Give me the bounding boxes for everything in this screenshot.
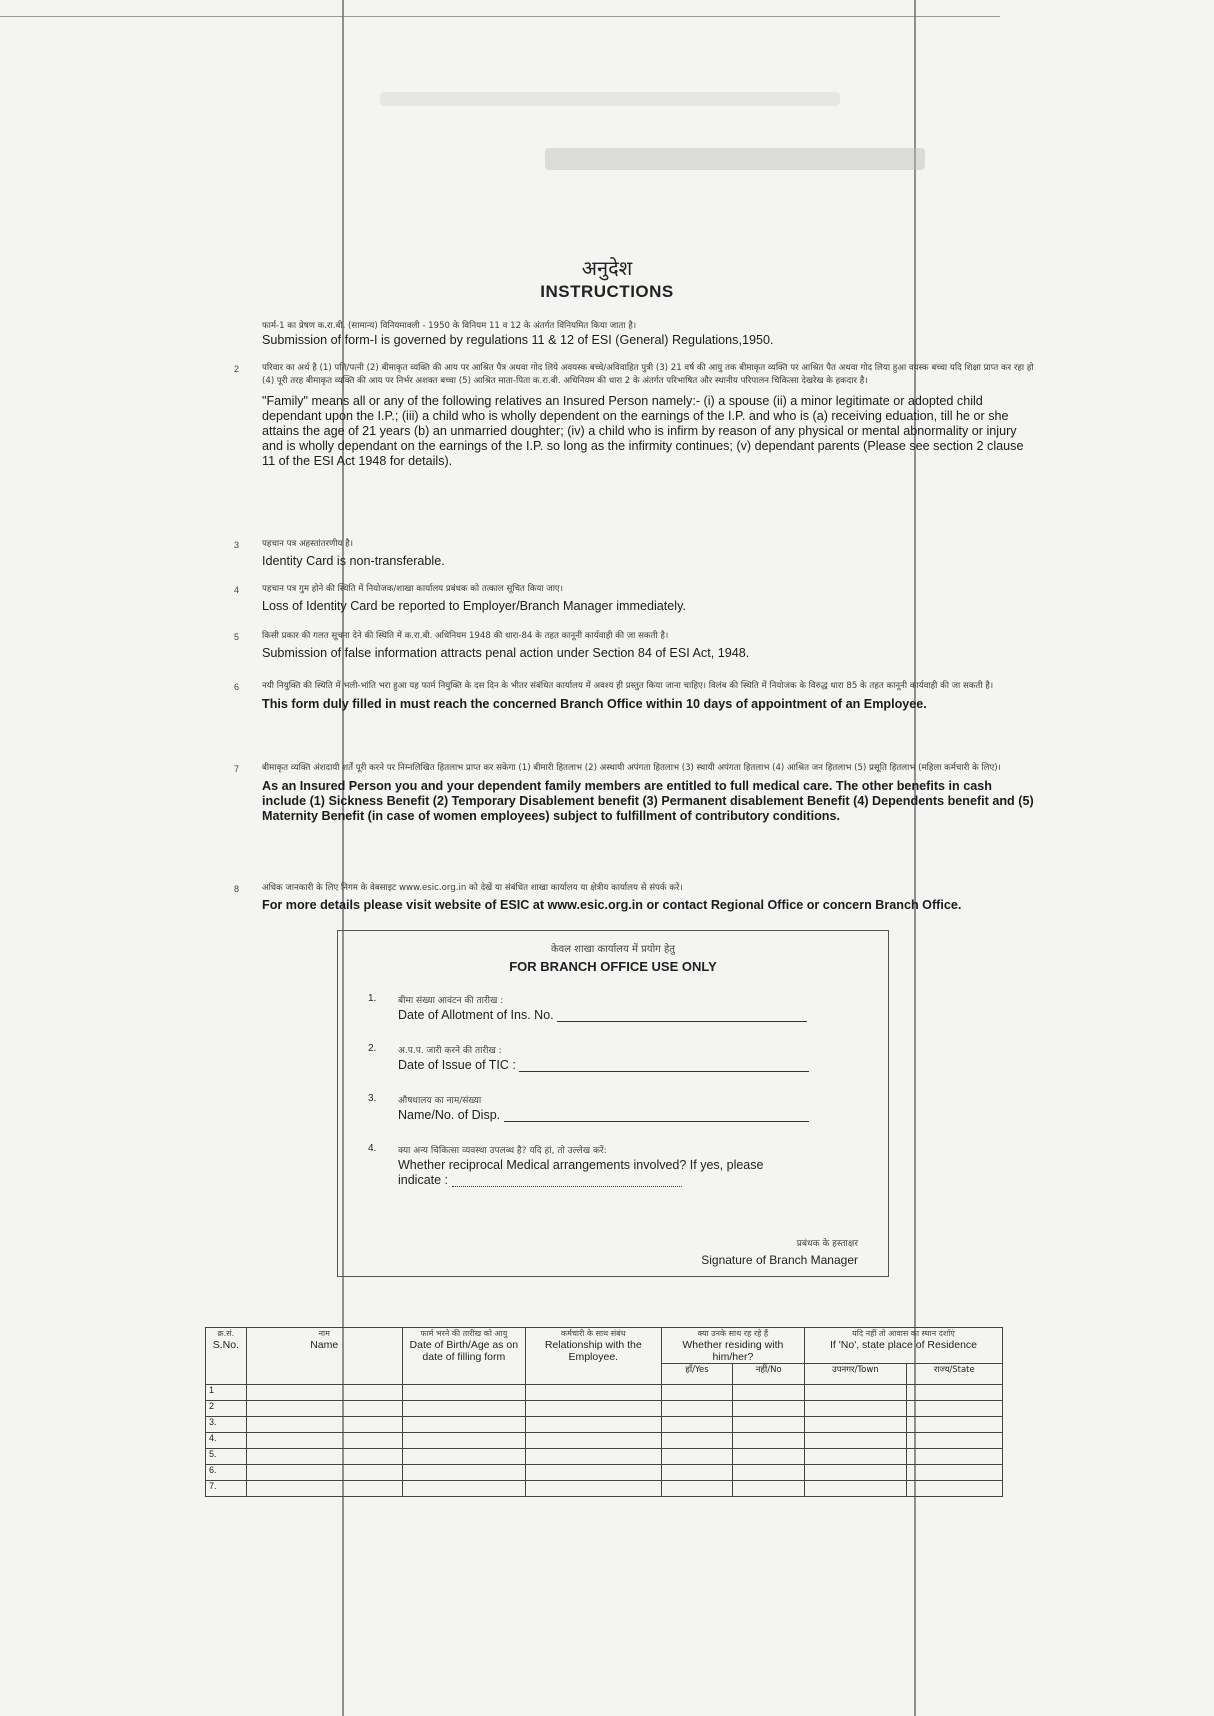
table-cell[interactable]: [661, 1417, 733, 1433]
table-cell[interactable]: [733, 1401, 805, 1417]
instruction-4: [234, 583, 1037, 614]
table-cell[interactable]: [525, 1401, 661, 1417]
instruction-en: This form duly filled in must reach the concerned Branch Office within 10 days of appointment of an Employee.: [262, 697, 927, 711]
field-label-hindi: बीमा संख्या आवंटन की तारीख :: [398, 996, 504, 1006]
table-cell[interactable]: [525, 1433, 661, 1449]
instruction-7: [234, 762, 1037, 824]
row-number: 7.: [206, 1481, 247, 1497]
instruction-en: Identity Card is non-transferable.: [262, 554, 445, 568]
table-cell[interactable]: [661, 1385, 733, 1401]
col-header-sno: [206, 1328, 247, 1385]
scan-edge-line: [0, 16, 1000, 17]
table-row: [206, 1385, 1003, 1401]
bleed-through-smudge: [380, 92, 840, 106]
instruction-hi: किसी प्रकार की गलत सूचना देने की स्थिति में क.रा.बी. अधिनियम 1948 की धारा-84 के तहत कानूनी कार्यवाही की जा सकती है।: [262, 631, 669, 641]
table-cell[interactable]: [246, 1481, 402, 1497]
instruction-5: [234, 630, 1037, 661]
instruction-2: [234, 362, 1037, 469]
row-number: 3.: [206, 1417, 247, 1433]
field-label-hindi: क्या अन्य चिकित्सा व्यवस्था उपलब्ध है? यदि हां, तो उल्लेख करें:: [398, 1146, 607, 1156]
instruction-number: 2: [234, 364, 240, 374]
field-row: [398, 1108, 809, 1122]
table-cell[interactable]: [805, 1481, 907, 1497]
instruction-hi: बीमाकृत व्यक्ति अंशदायी शर्तें पूरी करने पर निम्नलिखित हितलाभ प्राप्त कर सकेगा (1) बीमारी हितलाभ (2) अस्थायी अपंगता हितलाभ (3) स्थायी अपंगता हितलाभ (4) आश्रित जन हितलाभ (5) प्रसूति हितलाभ (महिला कर्मचारी के लिए)।: [262, 763, 1001, 773]
table-cell[interactable]: [805, 1449, 907, 1465]
header-hindi: यदि नहीं तो आवास का स्थान दर्शाएं: [852, 1329, 955, 1338]
table-row: [206, 1433, 1003, 1449]
table-cell[interactable]: [402, 1433, 525, 1449]
instruction-en: Loss of Identity Card be reported to Employer/Branch Manager immediately.: [262, 599, 686, 613]
table-cell[interactable]: [661, 1433, 733, 1449]
row-number: 1: [206, 1385, 247, 1401]
instruction-6: [234, 680, 1037, 712]
table-cell[interactable]: [402, 1465, 525, 1481]
signature-label-hindi: प्रबंधक के हस्ताक्षर: [796, 1239, 858, 1249]
table-cell[interactable]: [246, 1449, 402, 1465]
row-number: 6.: [206, 1465, 247, 1481]
header-hindi: नाम: [318, 1329, 330, 1338]
table-cell[interactable]: [246, 1417, 402, 1433]
table-cell[interactable]: [906, 1449, 1002, 1465]
instruction-en: "Family" means all or any of the following relatives an Insured Person namely:- (i) a spouse (ii) a minor legitimate or adopted child dependant upon the I.P.; (iii) a child who is wholly dependent on the earnings of the I.P. and who is (a) receiving eduation, till he or she attains the age of 21 years (b) an unmarried doughter; (iv) a child who is infirm by reason of any physical or mental abnormality or injury and is wholly dependant on the earnings of the I.P. so long as the infirmity continues; (v) dependant parents (Please see section 2 clause 11 of the ESI Act 1948 for details).: [262, 394, 1024, 468]
instruction-number: 4: [234, 585, 240, 595]
instruction-hi: पहचान पत्र गुम होने की स्थिति में नियोजक/शाखा कार्यालय प्रबंधक को तत्काल सूचित किया जाए।: [262, 584, 563, 594]
table-cell[interactable]: [246, 1385, 402, 1401]
col-header-name: [246, 1328, 402, 1385]
field-label: Whether reciprocal Medical arrangements involved? If yes, please: [398, 1158, 764, 1172]
row-number: 5.: [206, 1449, 247, 1465]
table-cell[interactable]: [906, 1385, 1002, 1401]
instruction-number: 6: [234, 682, 240, 692]
header-hindi: क्या उनके साथ रह रहे हैं: [697, 1329, 769, 1338]
table-cell[interactable]: [733, 1433, 805, 1449]
field-row: [398, 1008, 807, 1022]
table-cell[interactable]: [402, 1385, 525, 1401]
instruction-hi: पहचान पत्र अहस्तांतरणीय है।: [262, 539, 353, 549]
table-cell[interactable]: [402, 1417, 525, 1433]
table-cell[interactable]: [906, 1433, 1002, 1449]
instruction-3: [234, 538, 1037, 569]
header-en: Date of Birth/Age as on date of filling form: [409, 1339, 519, 1363]
tic-issue-date-line[interactable]: [519, 1059, 809, 1072]
col-header-residence: [805, 1328, 1003, 1364]
table-cell[interactable]: [906, 1401, 1002, 1417]
sub-header-yes: हाँ/Yes: [661, 1364, 733, 1385]
row-number: 2: [206, 1401, 247, 1417]
table-cell[interactable]: [525, 1385, 661, 1401]
field-label-hindi: अ.प.प. जारी करने की तारीख :: [398, 1046, 502, 1056]
instruction-hi: अधिक जानकारी के लिए निगम के वेबसाइट www.esic.org.in को देखें या संबंधित शाखा कार्यालय या क्षेत्रीय कार्यालय से संपर्क करें।: [262, 883, 683, 893]
reciprocal-medical-line[interactable]: [452, 1174, 682, 1187]
table-cell[interactable]: [525, 1465, 661, 1481]
table-cell[interactable]: [906, 1465, 1002, 1481]
header-en: If 'No', state place of Residence: [830, 1339, 978, 1351]
header-hindi: फार्म भरने की तारीख को आयु: [420, 1329, 508, 1338]
table-cell[interactable]: [805, 1401, 907, 1417]
table-cell[interactable]: [805, 1433, 907, 1449]
branch-office-title: FOR BRANCH OFFICE USE ONLY: [509, 959, 717, 974]
sub-header-no: नहीं/No: [733, 1364, 805, 1385]
header-hindi: कर्मचारी के साथ संबंध: [560, 1329, 626, 1338]
title-instructions: INSTRUCTIONS: [540, 282, 674, 301]
field-label-hindi: औषधालय का नाम/संख्या: [398, 1096, 482, 1106]
table-cell[interactable]: [246, 1433, 402, 1449]
table-cell[interactable]: [402, 1449, 525, 1465]
table-cell[interactable]: [402, 1481, 525, 1497]
field-row: [398, 1058, 809, 1072]
allotment-date-line[interactable]: [557, 1009, 807, 1022]
instruction-number: 5: [234, 632, 240, 642]
instruction-8: [234, 882, 1037, 913]
table-cell[interactable]: [525, 1417, 661, 1433]
instruction-number: 7: [234, 764, 240, 774]
field-number: 3.: [368, 1093, 377, 1104]
table-row: [206, 1465, 1003, 1481]
col-header-relationship: [525, 1328, 661, 1385]
header-en: Relationship with the Employee.: [544, 1339, 642, 1363]
field-number: 1.: [368, 993, 377, 1004]
table-cell[interactable]: [805, 1465, 907, 1481]
branch-office-title-hindi: केवल शाखा कार्यालय में प्रयोग हेतु: [550, 944, 675, 955]
header-en: Name: [310, 1339, 339, 1351]
table-row: [206, 1417, 1003, 1433]
header-en: Whether residing with him/her?: [682, 1339, 784, 1363]
table-row: [206, 1481, 1003, 1497]
field-number: 4.: [368, 1143, 377, 1154]
instruction-en: As an Insured Person you and your dependent family members are entitled to full medical care. The other benefits in cash include (1) Sickness Benefit (2) Temporary Disablement benefit (3) Permanent disablement Benefit (4) Dependents benefit and (5) Maternity Benefit (in case of women employees) subject to fulfillment of contributory conditions.: [262, 779, 1034, 823]
instruction-hi: फार्म-1 का प्रेषण क.रा.बी. (सामान्य) विनियमावली - 1950 के विनियम 11 व 12 के अंतर्गत विनियमित किया जाता है।: [262, 321, 637, 331]
instruction-number: 8: [234, 884, 240, 894]
table-cell[interactable]: [661, 1449, 733, 1465]
table-cell[interactable]: [661, 1465, 733, 1481]
col-header-residing: [661, 1328, 804, 1364]
field-label: Date of Issue of TIC :: [398, 1058, 516, 1072]
table-row: [206, 1449, 1003, 1465]
field-label: indicate :: [398, 1173, 449, 1187]
header-en: S.No.: [212, 1339, 239, 1351]
table-cell[interactable]: [525, 1449, 661, 1465]
table-cell[interactable]: [525, 1481, 661, 1497]
family-details-table: [205, 1327, 1003, 1497]
instruction-1: [262, 320, 1037, 348]
table-cell[interactable]: [906, 1481, 1002, 1497]
row-number: 4.: [206, 1433, 247, 1449]
field-label: Name/No. of Disp.: [398, 1108, 501, 1122]
table-cell[interactable]: [402, 1401, 525, 1417]
col-header-dob: [402, 1328, 525, 1385]
table-cell[interactable]: [733, 1481, 805, 1497]
table-cell[interactable]: [246, 1401, 402, 1417]
instruction-number: 3: [234, 540, 240, 550]
header-hindi: क्र.सं.: [217, 1329, 235, 1338]
sub-header-state: राज्य/State: [906, 1364, 1002, 1385]
table-cell[interactable]: [246, 1465, 402, 1481]
table-cell[interactable]: [805, 1417, 907, 1433]
table-cell[interactable]: [906, 1417, 1002, 1433]
table-cell[interactable]: [661, 1401, 733, 1417]
table-cell[interactable]: [733, 1385, 805, 1401]
instruction-en: For more details please visit website of ESIC at www.esic.org.in or contact Regional Office or concern Branch Office.: [262, 898, 962, 912]
dispensary-line[interactable]: [504, 1109, 809, 1122]
table-row: [206, 1401, 1003, 1417]
instruction-en: Submission of false information attracts penal action under Section 84 of ESI Act, 1948.: [262, 646, 750, 660]
table-cell[interactable]: [733, 1449, 805, 1465]
instruction-hi: परिवार का अर्थ है (1) पति/पत्नी (2) बीमाकृत व्यक्ति की आय पर आश्रित पैत्र अथवा गोद लिये अवयस्क बच्चे/अविवाहित पुत्री (3) 21 वर्ष की आयु तक बीमाकृत व्यक्ति पर आश्रित पैत अथवा गोद लिया हुआ वयस्क बच्चा यदि शिक्षा प्राप्त कर रहा हो (4) पूरी तरह बीमाकृत व्यक्ति की आय पर निर्भर अशक्त बच्चा (5) आश्रित माता-पिता क.रा.बी. अधिनियम की धारा 2 के अंतर्गत परिभाषित और स्थानीय परिपालन चिकित्सा देखरेख के हकदार है।: [262, 363, 1034, 386]
instruction-en: Submission of form-I is governed by regulations 11 & 12 of ESI (General) Regulations,1950.: [262, 333, 774, 347]
instruction-hi: नयी नियुक्ति की स्थिति में भली-भांति भरा हुआ यह फार्म नियुक्ति के दस दिन के भीतर संबंधित कार्यालय में अवश्य ही प्रस्तुत किया जाना चाहिए। विलंब की स्थिति में नियोजक के विरुद्ध धारा 85 के तहत कानूनी कार्यवाही की जा सकती है।: [262, 681, 994, 691]
table-cell[interactable]: [733, 1465, 805, 1481]
field-number: 2.: [368, 1043, 377, 1054]
field-row: [398, 1173, 682, 1187]
title-hindi: अनुदेश: [581, 256, 633, 280]
bleed-through-smudge: [545, 148, 925, 170]
branch-office-use-box: [337, 930, 889, 1277]
signature-label: Signature of Branch Manager: [701, 1253, 858, 1267]
field-label: Date of Allotment of Ins. No.: [398, 1008, 554, 1022]
table-cell[interactable]: [733, 1417, 805, 1433]
sub-header-town: उपनगर/Town: [805, 1364, 907, 1385]
table-cell[interactable]: [661, 1481, 733, 1497]
table-cell[interactable]: [805, 1385, 907, 1401]
